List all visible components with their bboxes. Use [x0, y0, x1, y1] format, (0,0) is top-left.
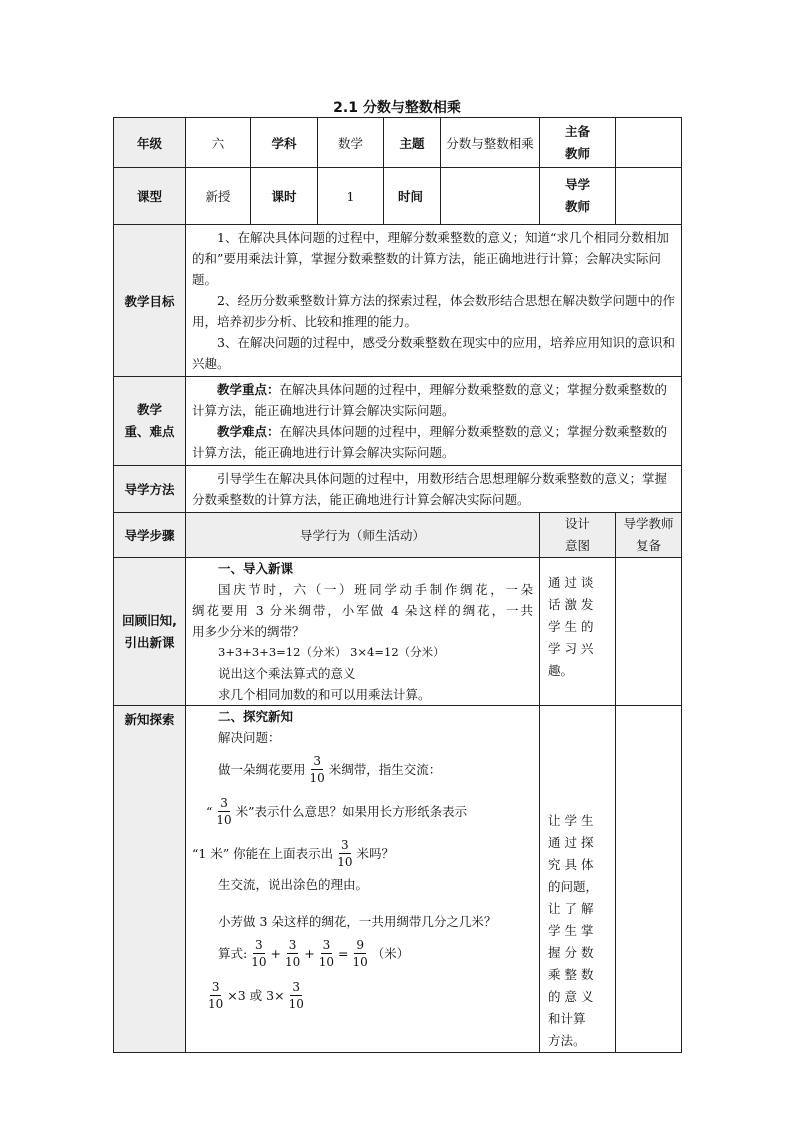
explore-q3 — [192, 832, 533, 874]
key-label — [114, 377, 186, 466]
explore-prep — [616, 706, 682, 1053]
design-line: 学 生 的 — [548, 619, 594, 634]
explore-solve: 解决问题： — [218, 730, 281, 745]
prep-header — [616, 513, 682, 558]
key-focus — [192, 379, 675, 421]
q1-text: 做一朵绸花要用 — [218, 761, 306, 777]
time-value — [441, 168, 540, 225]
frac-num: 3 — [255, 937, 263, 952]
prep-header-1: 导学教师 — [623, 516, 674, 531]
frac-num: 3 — [341, 837, 349, 852]
grade-value: 六 — [186, 118, 251, 168]
method-row — [114, 466, 682, 513]
time-label: 时间 — [384, 168, 441, 225]
guide-teacher-label-1: 导学 — [564, 177, 590, 192]
design-line: 让 学 生 — [548, 813, 594, 828]
explore-heading: 二、探究新知 — [218, 709, 294, 724]
steps-header-row — [114, 513, 682, 558]
frac-den: 10 — [284, 954, 301, 969]
explore-product — [192, 974, 533, 1016]
fraction-3-10 — [308, 753, 327, 786]
lead-teacher-label-2: 教师 — [564, 145, 590, 161]
review-line: 说出这个乘法算式的意义 — [218, 666, 356, 681]
focus-text: 在解决具体问题的过程中，理解分数乘整数的意义；掌握分数乘整数的计算方法，能正确地进行计算会解决实际问题。 — [192, 382, 668, 418]
fraction-9-10 — [351, 937, 370, 970]
lesson-plan-table — [113, 117, 682, 1053]
review-prep — [616, 558, 682, 706]
review-line: 用多少分米的绸带？ — [192, 624, 305, 639]
frac-den: 10 — [288, 996, 304, 1011]
lesson-type-label: 课型 — [114, 168, 186, 225]
fraction-3-10 — [335, 837, 354, 870]
difficulty-text: 在解决具体问题的过程中，理解分数乘整数的意义；掌握分数乘整数的计算方法，能正确地进行计算会解决实际问题。 — [192, 424, 668, 460]
review-label-2: 引出新课 — [124, 634, 175, 650]
step-header: 导学步骤 — [114, 513, 186, 558]
design-line: 通 过 探 — [548, 835, 594, 850]
q2-text-after: 米”表示什么意思？如果用长方形纸条表示 — [235, 803, 468, 819]
frac-num: 3 — [288, 937, 297, 952]
q2-text: “ — [206, 803, 213, 819]
grade-label: 年级 — [114, 118, 186, 168]
frac-den: 10 — [309, 770, 325, 785]
explore-q2 — [192, 790, 533, 832]
subject-label: 学科 — [251, 118, 318, 168]
lead-teacher-value — [616, 118, 682, 168]
design-line: 方法。 — [548, 1033, 586, 1048]
design-line: 学 习 兴 — [548, 641, 594, 656]
goals-label: 教学目标 — [114, 225, 186, 377]
goal-item: 1、在解决具体问题的过程中，理解分数乘整数的意义；知道“求几个相同分数相加的和”要用乘法计算，掌握分数乘整数的计算方法，能正确地进行计算；会解决实际问题。 — [192, 230, 669, 287]
subject-value: 数学 — [318, 118, 384, 168]
review-content — [186, 558, 540, 706]
goal-item: 3、在解决问题的过程中，感受分数乘整数在现实中的应用，培养应用知识的意识和兴趣。 — [192, 335, 675, 371]
info-row-2 — [114, 168, 682, 225]
review-design — [540, 558, 616, 706]
explore-label: 新知探索 — [114, 706, 186, 1053]
prep-header-2: 复备 — [635, 538, 661, 553]
design-line: 乘 整 数 — [548, 967, 594, 982]
q1-text-after: 米绸带，指生交流： — [328, 761, 442, 777]
product-text: ×3 或 3× — [227, 987, 285, 1003]
period-label: 课时 — [251, 168, 318, 225]
period-value: 1 — [318, 168, 384, 225]
goals-row — [114, 225, 682, 377]
frac-den: 10 — [318, 954, 335, 969]
explore-q1 — [192, 748, 533, 790]
key-label-2: 重、难点 — [124, 424, 175, 439]
topic-label: 主题 — [384, 118, 441, 168]
fraction-3-10 — [249, 937, 268, 970]
fraction-3-10 — [283, 937, 302, 970]
review-label — [114, 558, 186, 706]
focus-label: 教学重点： — [217, 382, 280, 397]
review-row — [114, 558, 682, 706]
frac-den: 10 — [251, 954, 267, 969]
review-line: 求几个相同加数的和可以用乘法计算。 — [218, 687, 431, 702]
design-line: 的 意 义 — [548, 989, 594, 1004]
q3-text-after: 米吗？ — [356, 845, 394, 861]
guide-teacher-value — [616, 168, 682, 225]
page-title: 2.1 分数与整数相乘 — [333, 100, 461, 116]
topic-value: 分数与整数相乘 — [441, 118, 540, 168]
explore-formula: 算式: $\frac{3}{10}$ + $\frac{3}{10}$ + $\frac{3}{10}$ = $\frac{9}{10}$ （米） — [218, 937, 410, 969]
key-content — [186, 377, 682, 466]
design-line: 和计算 — [548, 1011, 586, 1026]
lesson-type-value: 新授 — [186, 168, 251, 225]
key-row — [114, 377, 682, 466]
design-line: 握 分 数 — [548, 945, 594, 960]
difficulty-label: 教学难点： — [217, 424, 280, 439]
frac-num: 3 — [322, 937, 331, 952]
review-line: 绸花要用 3 分米绸带，小军做 4 朵这样的绸花，一共 — [192, 603, 533, 618]
lead-teacher-label-1: 主备 — [564, 123, 590, 139]
method-content — [186, 466, 682, 513]
activity-header: 导学行为（师生活动） — [186, 513, 540, 558]
formula-unit: （米） — [371, 945, 410, 961]
explore-q4: 生交流，说出涂色的理由。 — [218, 877, 369, 892]
explore-design — [540, 706, 616, 1053]
method-text: 引导学生在解决具体问题的过程中，用数形结合思想理解分数乘整数的意义；掌握分数乘整数的计算方法，能正确地进行计算会解决实际问题。 — [192, 471, 668, 507]
guide-teacher-label — [540, 168, 616, 225]
frac-num: 9 — [356, 937, 364, 952]
guide-teacher-label-2: 教师 — [564, 199, 590, 214]
review-line: 国庆节时，六（一）班同学动手制作绸花，一朵 — [218, 582, 533, 597]
review-label-1: 回顾旧知, — [122, 612, 177, 628]
frac-den: 10 — [216, 812, 232, 827]
design-line: 通 过 谈 — [548, 575, 594, 590]
design-line: 学 生 掌 — [548, 923, 594, 938]
frac-num: 3 — [211, 979, 220, 994]
formula-label: 算式: — [218, 945, 248, 961]
design-line: 的问题， — [548, 879, 599, 894]
lead-teacher-label — [540, 118, 616, 168]
fraction-3-10 — [214, 795, 233, 828]
explore-q5: 小芳做 3 朵这样的绸花，一共用绸带几分之几米？ — [218, 914, 497, 929]
info-row-1 — [114, 118, 682, 168]
goal-item: 2、经历分数乘整数计算方法的探索过程，体会数形结合思想在解决数学问题中的作用，培养初步分析、比较和推理的能力。 — [192, 293, 675, 329]
explore-row — [114, 706, 682, 1053]
key-difficulty — [192, 421, 675, 463]
frac-den: 10 — [208, 996, 224, 1011]
frac-num: 3 — [220, 795, 228, 810]
design-header — [540, 513, 616, 558]
design-line: 让 了 解 — [548, 901, 594, 916]
method-label: 导学方法 — [114, 466, 186, 513]
design-header-2: 意图 — [564, 538, 590, 553]
frac-den: 10 — [337, 854, 353, 869]
key-label-1: 教学 — [136, 402, 162, 417]
design-line: 究 具 体 — [548, 857, 594, 872]
goals-content — [186, 225, 682, 377]
design-line: 话 激 发 — [548, 597, 594, 612]
fraction-3-10 — [317, 937, 336, 970]
design-header-1: 设计 — [564, 516, 590, 531]
fraction-3-10 — [206, 979, 225, 1012]
frac-num: 3 — [313, 753, 321, 768]
q3-text: “1 米” 你能在上面表示出 — [192, 845, 334, 861]
design-line: 趣。 — [548, 663, 574, 678]
explore-content — [186, 706, 540, 1053]
frac-num: 3 — [292, 979, 301, 994]
review-calc: 3+3+3+3=12（分米） 3×4=12（分米） — [218, 645, 445, 659]
review-heading: 一、导入新课 — [218, 561, 294, 576]
frac-den: 10 — [352, 954, 368, 969]
fraction-3-10 — [287, 979, 306, 1012]
